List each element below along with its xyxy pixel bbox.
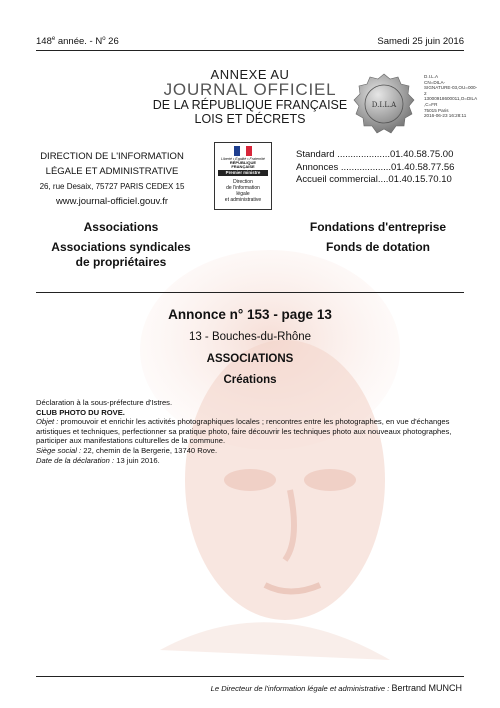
top-rule <box>36 50 464 51</box>
association-name: CLUB PHOTO DU ROVE. <box>36 407 125 417</box>
signature-line: SIGNATURE-03,OU=000- <box>424 85 478 91</box>
electronic-signature <box>424 74 494 119</box>
departement-heading: 13 - Bouches-du-Rhône <box>188 331 312 343</box>
director-signature: Le Directeur de l'information légale et administrative : Bertrand MUNCH <box>210 683 462 693</box>
dila-logo <box>214 142 272 210</box>
notice-body <box>36 398 468 465</box>
notice-declaration: Déclaration à la sous-préfecture d'Istres. <box>36 398 173 407</box>
category-associations-syndicales: de propriétaires <box>75 255 167 269</box>
website-link[interactable]: www.journal-officiel.gouv.fr <box>55 196 169 207</box>
section-heading: ASSOCIATIONS <box>206 353 294 365</box>
masthead-title: JOURNAL OFFICIEL <box>163 80 337 99</box>
signature-line: 2 <box>424 90 427 96</box>
seal-label: D.I.L.A <box>371 101 397 109</box>
logo-dila-text: Direction de l'information légale et administrative <box>224 179 262 203</box>
contact-row: Accueil commercial....01.40.15.70.10 <box>296 174 452 185</box>
notice-siege: Siège social : 22, chemin de la Bergerie, 13740 Rove. <box>36 445 218 455</box>
signature-line: 2016-06-23 16:28:11 <box>424 113 467 119</box>
masthead-line: ANNEXE AU <box>210 67 290 82</box>
direction-line: LÉGALE ET ADMINISTRATIVE <box>45 166 179 177</box>
logo-motto: Liberté • Égalité • Fraternité <box>221 157 265 161</box>
edition-number: 148e année. - $N^o$ 26 <box>36 36 119 48</box>
direction-address: 26, rue Desaix, 75727 PARIS CEDEX 15 <box>39 182 185 191</box>
signature-line: 75015 Paris <box>424 107 449 113</box>
signature-line: D.I.L.A <box>424 74 439 79</box>
publication-date: Samedi 25 juin 2016 <box>377 36 464 47</box>
contact-row: Annonces ...................01.40.58.77.56 <box>296 161 455 173</box>
notice-objet: Objet : promouvoir et enrichir les activités photographiques locales ; rencontres entre les photographes, en vue d'échanges artistiques et techniques, perfectionner sa pratique photo, faire découvrir les techniques photo aux nouveaux photographes, participer aux manifestations culturelles de la commune. <box>36 417 452 446</box>
subsection-heading: Créations <box>223 374 277 386</box>
category-associations-syndicales: Associations syndicales <box>51 240 191 254</box>
contact-row: Standard ....................01.40.58.75.00 <box>296 149 454 160</box>
dila-seal-icon <box>352 72 416 136</box>
direction-block <box>28 149 196 209</box>
category-fonds-dotation: Fonds de dotation <box>326 240 430 254</box>
annonce-title: Annonce n° 153 - page 13 <box>168 307 332 322</box>
signature-line: ,C=FR <box>424 101 438 107</box>
masthead-line: LOIS ET DÉCRETS <box>194 112 306 126</box>
category-associations: Associations <box>83 220 159 234</box>
contacts-list <box>296 149 454 187</box>
tricolor-flag-icon <box>234 146 252 156</box>
signature-line: CN=DILA- <box>424 79 446 85</box>
masthead-line: DE LA RÉPUBLIQUE FRANÇAISE <box>152 98 348 112</box>
categories-right <box>282 220 474 255</box>
bottom-rule <box>36 676 464 677</box>
notice-date: Date de la déclaration : 13 juin 2016. <box>36 455 160 465</box>
masthead <box>130 68 370 126</box>
direction-line: DIRECTION DE L'INFORMATION <box>40 151 184 162</box>
logo-ministry: Premier ministre <box>218 170 268 176</box>
section-rule <box>36 292 464 293</box>
signature-line: 13000918600011,O=DILA <box>424 96 478 102</box>
category-fondations: Fondations d'entreprise <box>309 220 447 234</box>
logo-republic: RÉPUBLIQUE FRANÇAISE <box>229 160 257 170</box>
categories-left <box>26 220 216 270</box>
